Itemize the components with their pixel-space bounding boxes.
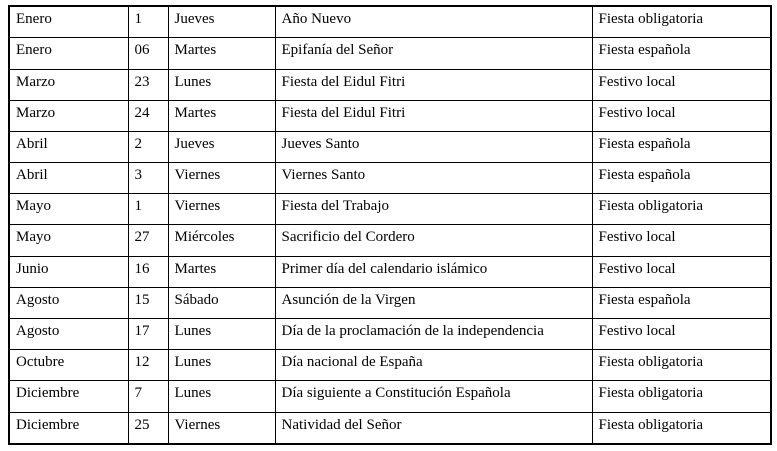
cell-holiday-name: Año Nuevo [275, 6, 592, 38]
cell-holiday-name: Sacrificio del Cordero [275, 225, 592, 256]
cell-weekday: Martes [168, 100, 275, 131]
cell-holiday-type: Festivo local [592, 319, 771, 350]
table-row [9, 381, 771, 412]
cell-day: 3 [128, 163, 168, 194]
cell-day: 24 [128, 100, 168, 131]
cell-weekday: Viernes [168, 194, 275, 225]
cell-day: 25 [128, 412, 168, 444]
cell-weekday: Lunes [168, 350, 275, 381]
table-row [9, 100, 771, 131]
cell-day: 12 [128, 350, 168, 381]
cell-month: Mayo [9, 194, 128, 225]
cell-holiday-name: Día de la proclamación de la independencia [275, 319, 592, 350]
holidays-table [8, 5, 772, 445]
cell-holiday-type: Fiesta obligatoria [592, 6, 771, 38]
table-row [9, 287, 771, 318]
cell-holiday-name: Fiesta del Eidul Fitri [275, 69, 592, 100]
cell-day: 15 [128, 287, 168, 318]
table-row [9, 256, 771, 287]
cell-day: 17 [128, 319, 168, 350]
cell-month: Enero [9, 38, 128, 69]
table-row [9, 6, 771, 38]
cell-day: 7 [128, 381, 168, 412]
cell-weekday: Sábado [168, 287, 275, 318]
cell-weekday: Martes [168, 256, 275, 287]
cell-day: 16 [128, 256, 168, 287]
cell-holiday-type: Fiesta obligatoria [592, 194, 771, 225]
cell-day: 1 [128, 194, 168, 225]
cell-holiday-name: Asunción de la Virgen [275, 287, 592, 318]
cell-weekday: Lunes [168, 319, 275, 350]
cell-holiday-name: Viernes Santo [275, 163, 592, 194]
cell-month: Abril [9, 131, 128, 162]
cell-day: 2 [128, 131, 168, 162]
table-row [9, 163, 771, 194]
cell-month: Mayo [9, 225, 128, 256]
cell-holiday-type: Festivo local [592, 69, 771, 100]
cell-day: 23 [128, 69, 168, 100]
cell-month: Octubre [9, 350, 128, 381]
cell-holiday-name: Día nacional de España [275, 350, 592, 381]
cell-weekday: Jueves [168, 6, 275, 38]
cell-month: Abril [9, 163, 128, 194]
table-row [9, 69, 771, 100]
cell-weekday: Jueves [168, 131, 275, 162]
cell-holiday-name: Natividad del Señor [275, 412, 592, 444]
cell-weekday: Viernes [168, 163, 275, 194]
cell-weekday: Lunes [168, 381, 275, 412]
cell-day: 06 [128, 38, 168, 69]
cell-weekday: Lunes [168, 69, 275, 100]
cell-holiday-type: Festivo local [592, 100, 771, 131]
cell-holiday-name: Primer día del calendario islámico [275, 256, 592, 287]
table-row [9, 194, 771, 225]
cell-day: 1 [128, 6, 168, 38]
cell-holiday-type: Fiesta española [592, 287, 771, 318]
cell-holiday-name: Epifanía del Señor [275, 38, 592, 69]
cell-holiday-type: Fiesta obligatoria [592, 381, 771, 412]
cell-holiday-type: Fiesta obligatoria [592, 412, 771, 444]
cell-holiday-name: Día siguiente a Constitución Española [275, 381, 592, 412]
cell-month: Diciembre [9, 381, 128, 412]
cell-holiday-type: Festivo local [592, 256, 771, 287]
cell-holiday-type: Fiesta española [592, 163, 771, 194]
cell-month: Diciembre [9, 412, 128, 444]
cell-holiday-name: Jueves Santo [275, 131, 592, 162]
cell-weekday: Viernes [168, 412, 275, 444]
table-row [9, 412, 771, 444]
cell-holiday-type: Fiesta española [592, 38, 771, 69]
cell-holiday-type: Festivo local [592, 225, 771, 256]
cell-month: Junio [9, 256, 128, 287]
cell-day: 27 [128, 225, 168, 256]
cell-weekday: Miércoles [168, 225, 275, 256]
cell-month: Enero [9, 6, 128, 38]
cell-holiday-name: Fiesta del Eidul Fitri [275, 100, 592, 131]
table-row [9, 131, 771, 162]
cell-month: Agosto [9, 319, 128, 350]
cell-holiday-type: Fiesta obligatoria [592, 350, 771, 381]
table-row [9, 350, 771, 381]
cell-month: Agosto [9, 287, 128, 318]
table-row [9, 38, 771, 69]
table-row [9, 225, 771, 256]
cell-month: Marzo [9, 69, 128, 100]
table-row [9, 319, 771, 350]
cell-holiday-name: Fiesta del Trabajo [275, 194, 592, 225]
cell-holiday-type: Fiesta española [592, 131, 771, 162]
cell-month: Marzo [9, 100, 128, 131]
cell-weekday: Martes [168, 38, 275, 69]
